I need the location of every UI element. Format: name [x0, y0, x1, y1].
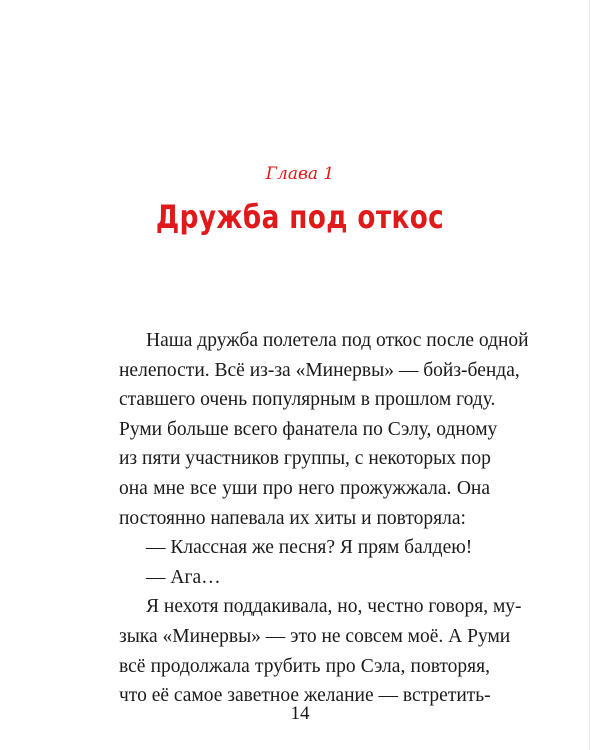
text-line: она мне все уши про него прожужжала. Она — [119, 477, 490, 499]
text-line: Я нехотя поддакивала, но, честно говоря, му- — [146, 596, 522, 618]
text-line: что её самое заветное желание — встретить- — [119, 685, 491, 707]
text-line: Наша дружба полетела под откос после одной — [146, 330, 529, 351]
chapter-title: Дружба под откос — [155, 198, 445, 236]
page-edge-line — [589, 0, 590, 750]
text-line: нелепости. Всё из-за «Минервы» — бойз-бенда, — [119, 359, 520, 381]
text-line: зыка «Минервы» — это не совсем моё. А Руми — [119, 625, 511, 647]
chapter-label: Глава 1 — [265, 164, 335, 184]
text-line: постоянно напевала их хиты и повторяла: — [119, 507, 466, 529]
text-line: всё продолжала трубить про Сэла, повторяя, — [119, 655, 490, 677]
text-line: из пяти участников группы, с некоторых пор — [119, 448, 491, 470]
dialogue-line: — Ага… — [146, 566, 221, 588]
chapter-body — [119, 326, 529, 711]
page-number: 14 — [290, 703, 310, 724]
dialogue-line: — Классная же песня? Я прям балдею! — [146, 537, 473, 559]
text-line: ставшего очень популярным в прошлом году. — [119, 389, 496, 411]
text-line: Руми больше всего фанатела по Сэлу, одному — [119, 418, 498, 440]
